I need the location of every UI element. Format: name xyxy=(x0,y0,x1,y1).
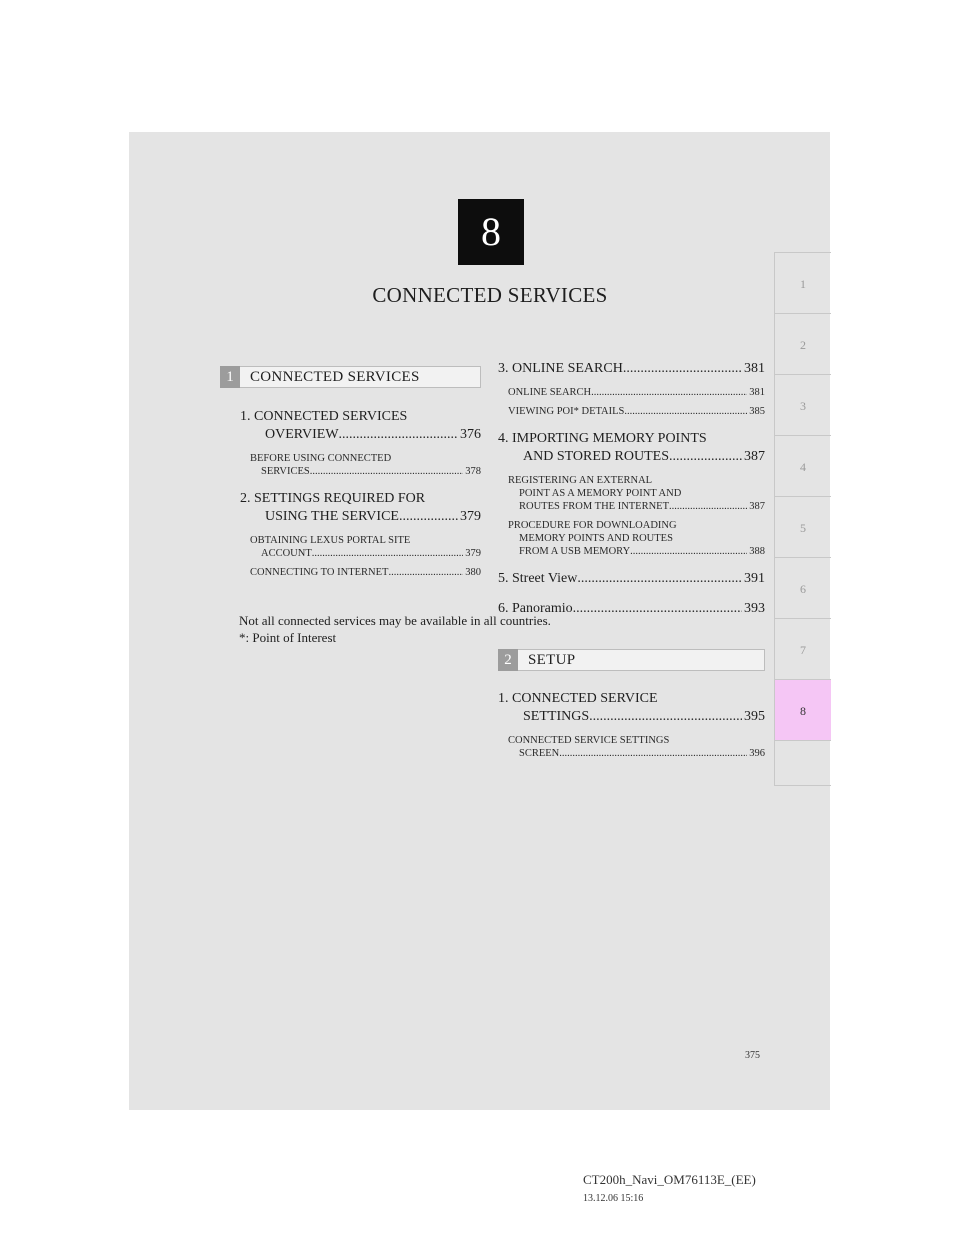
toc-subentry-line xyxy=(508,532,765,545)
toc-subentry-title: SERVICES xyxy=(261,466,310,477)
toc-subentry-line xyxy=(250,452,481,465)
toc-subentry-title: CONNECTED SERVICE SETTINGS xyxy=(508,735,670,746)
section-label-1: CONNECTED SERVICES xyxy=(250,368,420,385)
toc-subentry-page: 388 xyxy=(749,546,765,557)
footnote-line-1: Not all connected services may be available in all countries. xyxy=(239,613,551,628)
toc-subentry-line xyxy=(508,474,765,487)
toc-entry-line xyxy=(240,426,481,444)
chapter-number-box xyxy=(458,199,524,265)
chapter-tab-3[interactable]: 3 xyxy=(774,374,831,435)
toc-subentry-line xyxy=(250,566,481,579)
toc-subentry-title: BEFORE USING CONNECTED xyxy=(250,453,392,464)
toc-leader-dots xyxy=(591,386,747,399)
chapter-title: CONNECTED SERVICES xyxy=(372,283,608,307)
toc-subentry[interactable] xyxy=(498,734,765,760)
toc-subentry-line xyxy=(508,734,765,747)
toc-subentry-title: FROM A USB MEMORY xyxy=(519,546,631,557)
toc-entry[interactable] xyxy=(498,690,765,726)
toc-entry-title: 1. CONNECTED SERVICE xyxy=(498,691,658,706)
toc-subentry-line xyxy=(508,405,765,418)
toc-entry-title: 3. ONLINE SEARCH xyxy=(498,361,623,376)
section-header-2 xyxy=(498,649,765,671)
toc-entry-page: 391 xyxy=(744,571,765,586)
toc-entry[interactable] xyxy=(240,490,481,526)
toc-subentry-line xyxy=(250,534,481,547)
toc-setup-column xyxy=(498,690,765,760)
toc-entry-line xyxy=(498,690,765,708)
toc-entry-title: 2. SETTINGS REQUIRED FOR xyxy=(240,491,426,506)
toc-subentry-page: 387 xyxy=(749,501,765,512)
toc-subentry-title: POINT AS A MEMORY POINT AND xyxy=(519,488,682,499)
toc-subentry-line xyxy=(508,519,765,532)
toc-left-column xyxy=(240,408,481,579)
toc-subentry[interactable] xyxy=(498,519,765,558)
toc-subentry-line xyxy=(508,545,765,558)
toc-subentry[interactable] xyxy=(498,474,765,513)
toc-subentry-title: MEMORY POINTS AND ROUTES xyxy=(519,533,673,544)
toc-subentry-title: ROUTES FROM THE INTERNET xyxy=(519,501,670,512)
section-label-2: SETUP xyxy=(528,651,576,668)
chapter-tab-4[interactable]: 4 xyxy=(774,435,831,496)
toc-entry[interactable] xyxy=(498,570,765,588)
toc-subentry[interactable] xyxy=(240,534,481,560)
chapter-tab-6[interactable]: 6 xyxy=(774,557,831,618)
page-number: 375 xyxy=(745,1050,760,1061)
toc-entry[interactable] xyxy=(240,408,481,444)
chapter-tab-7[interactable]: 7 xyxy=(774,618,831,679)
toc-subentry-page: 378 xyxy=(465,466,481,477)
toc-entry-page: 393 xyxy=(744,601,765,616)
toc-subentry[interactable] xyxy=(498,386,765,399)
toc-subentry-page: 381 xyxy=(749,387,765,398)
toc-subentry-title: PROCEDURE FOR DOWNLOADING xyxy=(508,520,677,531)
toc-subentry-line xyxy=(250,465,481,478)
toc-right-column xyxy=(498,360,765,618)
toc-subentry-line xyxy=(508,747,765,760)
toc-entry-page: 387 xyxy=(744,449,765,464)
toc-entry-page: 379 xyxy=(460,509,481,524)
toc-leader-dots xyxy=(669,500,747,513)
toc-entry-title: 5. Street View xyxy=(498,571,578,586)
toc-subentry-line xyxy=(508,386,765,399)
chapter-tab-8[interactable]: 8 xyxy=(774,679,831,740)
toc-leader-dots xyxy=(399,508,458,526)
toc-subentry-title: SCREEN xyxy=(519,748,560,759)
toc-entry-title: 6. Panoramio xyxy=(498,601,573,616)
toc-entry-line xyxy=(498,360,765,378)
toc-subentry[interactable] xyxy=(240,452,481,478)
toc-subentry-line xyxy=(508,487,765,500)
toc-entry-line xyxy=(240,490,481,508)
section-number-2: 2 xyxy=(498,649,518,671)
toc-leader-dots xyxy=(388,566,463,579)
toc-subentry-page: 379 xyxy=(465,548,481,559)
toc-entry-line xyxy=(498,430,765,448)
toc-leader-dots xyxy=(573,600,742,618)
toc-leader-dots xyxy=(310,465,463,478)
section-number-1: 1 xyxy=(220,366,240,388)
toc-entry-title: OVERVIEW xyxy=(265,427,339,442)
toc-entry-line xyxy=(240,508,481,526)
toc-entry[interactable] xyxy=(498,430,765,466)
chapter-tab-2[interactable]: 2 xyxy=(774,313,831,374)
footnote xyxy=(239,612,551,646)
toc-leader-dots xyxy=(623,360,742,378)
toc-entry-page: 376 xyxy=(460,427,481,442)
toc-subentry[interactable] xyxy=(498,405,765,418)
toc-entry-title: 1. CONNECTED SERVICES xyxy=(240,409,408,424)
toc-leader-dots xyxy=(630,545,747,558)
toc-subentry-title: VIEWING POI* DETAILS xyxy=(508,406,625,417)
toc-subentry-line xyxy=(250,547,481,560)
toc-subentry-title: OBTAINING LEXUS PORTAL SITE xyxy=(250,535,411,546)
toc-subentry-title: CONNECTING TO INTERNET xyxy=(250,567,389,578)
toc-leader-dots xyxy=(339,426,458,444)
toc-subentry-title: ACCOUNT xyxy=(261,548,312,559)
toc-leader-dots xyxy=(669,448,742,466)
toc-leader-dots xyxy=(559,747,747,760)
toc-leader-dots xyxy=(589,708,742,726)
toc-entry-line xyxy=(498,570,765,588)
document-id: CT200h_Navi_OM76113E_(EE) xyxy=(583,1172,756,1187)
toc-subentry-page: 396 xyxy=(749,748,765,759)
chapter-tab-blank xyxy=(774,740,831,786)
toc-entry-page: 395 xyxy=(744,709,765,724)
toc-subentry-page: 385 xyxy=(749,406,765,417)
document-date: 13.12.06 15:16 xyxy=(583,1193,644,1204)
toc-entry-line xyxy=(498,708,765,726)
chapter-tab-5[interactable]: 5 xyxy=(774,496,831,557)
toc-subentry[interactable] xyxy=(240,566,481,579)
chapter-number: 8 xyxy=(481,209,501,254)
toc-entry[interactable] xyxy=(498,360,765,378)
toc-subentry-title: REGISTERING AN EXTERNAL xyxy=(508,475,653,486)
toc-leader-dots xyxy=(624,405,747,418)
toc-subentry-page: 380 xyxy=(465,567,481,578)
footnote-line-2: *: Point of Interest xyxy=(239,630,337,645)
toc-entry-line xyxy=(240,408,481,426)
toc-subentry-title: ONLINE SEARCH xyxy=(508,387,592,398)
toc-entry-title: SETTINGS xyxy=(523,709,590,724)
chapter-tabs xyxy=(774,252,831,786)
toc-subentry-line xyxy=(508,500,765,513)
toc-entry-line xyxy=(498,448,765,466)
toc-entry-title: AND STORED ROUTES xyxy=(523,449,669,464)
toc-leader-dots xyxy=(577,570,742,588)
toc-leader-dots xyxy=(312,547,463,560)
toc-entry-title: USING THE SERVICE xyxy=(265,509,399,524)
section-header-1 xyxy=(220,366,481,388)
toc-entry-title: 4. IMPORTING MEMORY POINTS xyxy=(498,431,707,446)
chapter-tab-1[interactable]: 1 xyxy=(774,252,831,313)
toc-entry-page: 381 xyxy=(744,361,765,376)
